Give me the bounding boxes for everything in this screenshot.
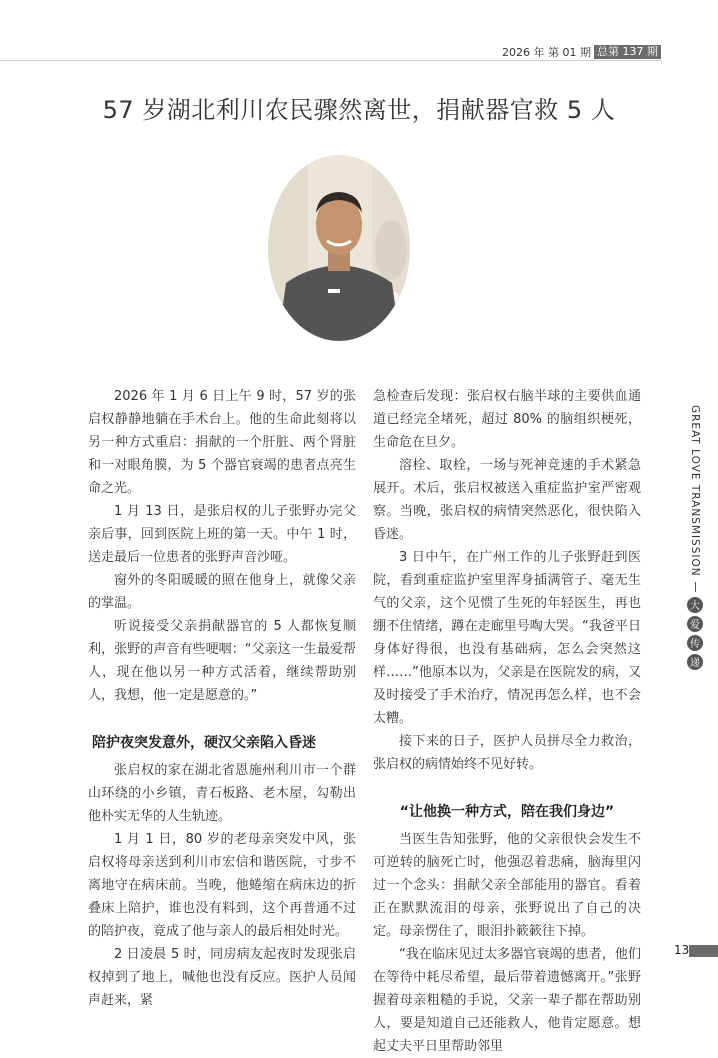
paragraph: 3 日中午，在广州工作的儿子张野赶到医院，看到重症监护室里浑身插满管子、毫无生气的父亲，这个见惯了生死的年轻医生，再也绷不住情绪，蹲在走廊里号啕大哭。“我爸平日身体好得很，也没有基础病，怎么会突然这样……”他原本以为，父亲是在医院发的病，又及时接受了手术治疗，情况再怎么样，也不会太糟。 xyxy=(373,550,641,726)
paragraph: “我在临床见过太多器官衰竭的患者，他们在等待中耗尽希望，最后带着遗憾离开。”张野握着母亲粗糙的手说，父亲一辈子都在帮助别人，要是知道自己还能救人，他肯定愿意。想起丈夫平日里帮助邻里 xyxy=(373,947,641,1054)
paragraph: 2026 年 1 月 6 日上午 9 时，57 岁的张启权静静地躺在手术台上。他的生命此刻将以另一种方式重启：捐献的一个肝脏、两个肾脏和一对眼角膜，为 5 个器官衰竭的患者点亮生命之光。 xyxy=(88,389,356,496)
side-banner-divider xyxy=(695,582,696,592)
side-banner xyxy=(685,405,705,673)
side-banner-char: 递 xyxy=(687,654,703,670)
issue-number: 2026 年 第 01 期 xyxy=(502,46,591,59)
page-number-bar xyxy=(689,945,718,957)
right-column xyxy=(373,385,641,1058)
side-banner-english: GREAT LOVE TRANSMISSION xyxy=(689,405,701,577)
article-title: 57 岁湖北利川农民骤然离世，捐献器官救 5 人 xyxy=(102,96,616,124)
side-banner-char: 爱 xyxy=(687,616,703,632)
side-banner-char: 大 xyxy=(687,597,703,613)
issue-total-badge: 总第 137 期 xyxy=(594,45,661,59)
paragraph: 1 月 13 日，是张启权的儿子张野办完父亲后事，回到医院上班的第一天。中午 1 时，送走最后一位患者的张野声音沙哑。 xyxy=(88,504,356,565)
paragraph: 窗外的冬阳暖暖的照在他身上，就像父亲的掌温。 xyxy=(88,573,356,611)
paragraph: 张启权的家在湖北省恩施州利川市一个群山环绕的小乡镇，青石板路、老木屋，勾勒出他朴实无华的人生轨迹。 xyxy=(88,763,356,824)
header-rule xyxy=(0,60,662,61)
side-banner-char: 传 xyxy=(687,635,703,651)
portrait-illustration xyxy=(268,155,410,341)
paragraph: 接下来的日子，医护人员拼尽全力救治，张启权的病情始终不见好转。 xyxy=(373,734,641,772)
issue-label xyxy=(502,44,661,60)
paragraph: 听说接受父亲捐献器官的 5 人都恢复顺利，张野的声音有些哽咽：“父亲这一生最爱帮人，现在他以另一种方式活着，继续帮助别人，我想，他一定是愿意的。” xyxy=(88,619,356,703)
section-heading: 陪护夜突发意外，硬汉父亲陷入昏迷 xyxy=(92,735,316,751)
portrait-photo xyxy=(268,155,410,341)
paragraph: 溶栓、取栓，一场与死神竞速的手术紧急展开。术后，张启权被送入重症监护室严密观察。当晚，张启权的病情突然恶化，很快陷入昏迷。 xyxy=(373,458,641,542)
left-column xyxy=(88,385,356,1012)
section-heading: “让他换一种方式，陪在我们身边” xyxy=(399,804,615,820)
paragraph: 1 月 1 日，80 岁的老母亲突发中风，张启权将母亲送到利川市宏信和谐医院，寸步不离地守在病床前。当晚，他蜷缩在病床边的折叠床上陪护，谁也没有料到，这个再普通不过的陪护夜，竟成了他与亲人的最后相处时光。 xyxy=(88,832,356,939)
page-number: 13 xyxy=(674,943,690,957)
paragraph: 2 日凌晨 5 时，同房病友起夜时发现张启权掉到了地上，喊他也没有反应。医护人员闻声赶来，紧 xyxy=(88,947,356,1008)
paragraph: 急检查后发现：张启权右脑半球的主要供血通道已经完全堵死，超过 80% 的脑组织梗死，生命危在旦夕。 xyxy=(373,389,641,450)
paragraph: 当医生告知张野，他的父亲很快会发生不可逆转的脑死亡时，他强忍着悲痛，脑海里闪过一个念头：捐献父亲全部能用的器官。看着正在默默流泪的母亲，张野说出了自己的决定。母亲愣住了，眼泪扑簌簌往下掉。 xyxy=(373,832,641,939)
